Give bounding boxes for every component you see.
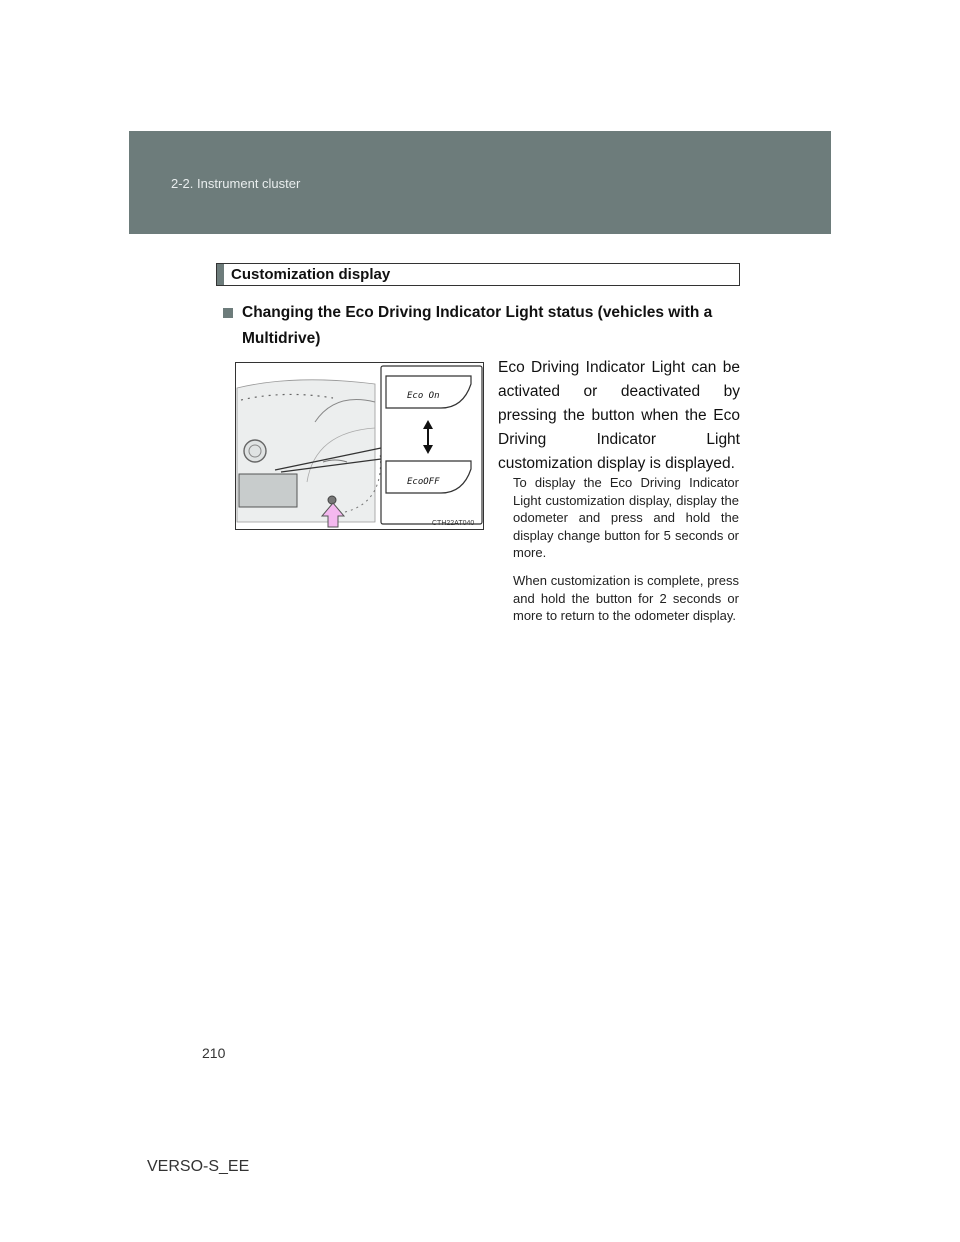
header-bar — [129, 131, 831, 234]
bullet-square-icon — [223, 308, 233, 318]
footer-code: VERSO-S_EE — [147, 1158, 250, 1175]
callout-panel — [381, 366, 482, 527]
gauge-knob — [244, 440, 266, 462]
display-off-text: EcoOFF — [407, 477, 440, 487]
note-paragraph-2: When customization is complete, press and hold the button for 2 seconds or more to return to the odometer display. — [513, 573, 739, 623]
main-paragraph: Eco Driving Indicator Light can be activated or deactivated by pressing the button when the Eco Driving Indicator Light customization display is displayed. — [498, 359, 740, 472]
page-number: 210 — [202, 1045, 226, 1061]
breadcrumb: 2-2. Instrument cluster — [171, 176, 301, 191]
note-paragraph-1: To display the Eco Driving Indicator Light customization display, display the odometer and press and hold the display change button for 5 seconds or more. — [513, 475, 739, 560]
subheading — [223, 300, 743, 352]
section-title-box — [216, 263, 740, 286]
display-on-text: Eco On — [407, 391, 440, 401]
section-title-accent — [217, 264, 224, 285]
cluster-illustration — [237, 380, 381, 522]
subheading-text: Changing the Eco Driving Indicator Light status (vehicles with a Multidrive) — [242, 304, 713, 347]
instrument-cluster-figure — [235, 362, 484, 530]
display-change-button — [328, 496, 336, 504]
figure-code: CTH22AT040 — [432, 520, 475, 527]
section-title: Customization display — [231, 266, 391, 283]
odometer-screen — [239, 474, 297, 507]
